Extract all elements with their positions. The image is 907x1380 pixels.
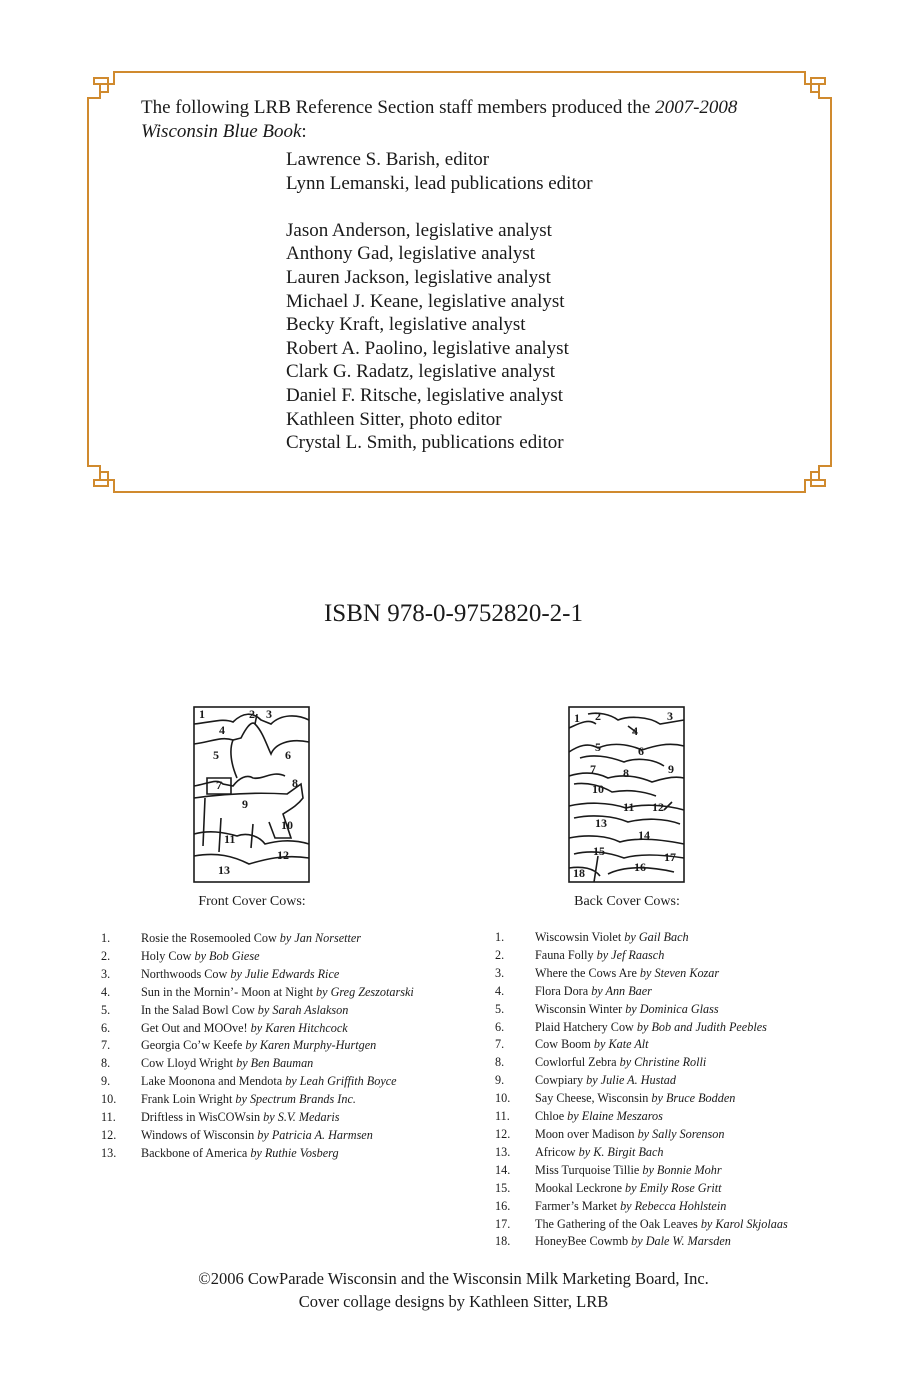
artist-credit: by Christine Rolli [619,1055,707,1070]
list-item [101,984,414,1002]
artwork-title: Say Cheese, Wisconsin [535,1091,649,1106]
artwork-title: Windows of Wisconsin [141,1127,255,1142]
diagram-number: 7 [590,762,596,776]
diagram-number: 11 [623,800,635,814]
artwork-title: Miss Turquoise Tillie [535,1162,640,1177]
staff-member: Becky Kraft, legislative analyst [286,314,526,336]
artist-credit: by Kate Alt [593,1037,649,1052]
list-number: 9. [101,1074,111,1089]
list-item [101,1055,414,1073]
front-cover-diagram [193,706,310,883]
diagram-number: 9 [668,762,674,776]
artwork-title: Plaid Hatchery Cow [535,1019,634,1034]
artwork-title: Cowpiary [535,1073,584,1088]
staff-member: Michael J. Keane, legislative analyst [286,290,565,312]
staff-list [286,148,593,455]
isbn: ISBN 978-0-9752820-2-1 [323,600,583,627]
list-item [495,1162,788,1180]
list-item [495,947,788,965]
diagram-number: 18 [573,866,585,880]
artist-credit: by K. Birgit Bach [578,1144,664,1159]
artwork-title: Driftless in WisCOWsin [141,1110,261,1125]
diagram-number: 10 [592,782,604,796]
artist-credit: by Elaine Meszaros [567,1109,663,1124]
list-item [495,1144,788,1162]
list-number: 4. [101,984,111,999]
staff-member: Robert A. Paolino, legislative analyst [286,337,569,359]
list-item [101,1073,414,1091]
list-number: 6. [495,1019,505,1034]
diagram-number: 1 [199,707,205,721]
list-item [495,929,788,947]
staff-member: Anthony Gad, legislative analyst [286,243,536,265]
diagram-number: 6 [285,748,291,762]
artwork-title: Holy Cow [141,948,192,963]
diagram-number: 2 [249,707,255,721]
diagram-number: 16 [634,860,646,874]
artist-credit: by Jef Raasch [596,947,665,962]
artist-credit: by Gail Bach [624,930,689,944]
list-item [495,1090,788,1108]
artist-credit: by Patricia A. Harmsen [257,1127,373,1142]
artwork-title: Wiscowsin Violet [535,930,622,944]
artwork-title: Cow Boom [535,1037,591,1052]
artwork-title: Wisconsin Winter [535,1001,623,1016]
intro-text: The following LRB Reference Section staff members produced the [141,97,651,118]
staff-lead: Lawrence S. Barish, editor [286,149,490,170]
back-diagram-labels [568,706,685,883]
diagram-number: 15 [593,844,605,858]
list-item [495,1198,788,1216]
artist-credit: by Ruthie Vosberg [250,1145,339,1160]
diagram-number: 3 [667,709,673,723]
list-item [101,948,414,966]
artist-credit: by Julie A. Hustad [586,1073,676,1088]
artwork-title: In the Salad Bowl Cow [141,1002,255,1017]
artwork-title: Sun in the Mornin’- Moon at Night [141,984,313,999]
list-item [495,1216,788,1234]
artist-credit: by Bob Giese [194,948,260,963]
artwork-title: Mookal Leckrone [535,1180,622,1195]
list-item [495,1019,788,1037]
diagram-number: 5 [595,740,601,754]
artwork-title: Get Out and MOOve! [141,1020,248,1035]
list-number: 13. [101,1145,117,1160]
diagram-number: 7 [216,778,222,792]
artwork-title: Chloe [535,1109,565,1124]
artist-credit: by Steven Kozar [639,965,720,980]
intro-year: 2007-2008 [655,97,738,118]
list-number: 18. [495,1234,511,1249]
artist-credit: by Ann Baer [591,983,652,998]
staff-member: Daniel F. Ritsche, legislative analyst [286,384,564,406]
artist-credit: by Rebecca Hohlstein [620,1198,727,1213]
list-number: 2. [495,947,505,962]
artist-credit: by Ben Bauman [236,1056,314,1071]
intro-paragraph [141,96,801,144]
intro-book-title: Wisconsin Blue Book [141,121,302,142]
list-number: 17. [495,1216,511,1231]
artwork-title: The Gathering of the Oak Leaves [535,1216,698,1231]
diagram-number: 2 [595,709,601,723]
artist-credit: by Julie Edwards Rice [230,966,340,981]
diagram-number: 1 [574,711,580,725]
list-number: 12. [101,1127,117,1142]
list-number: 11. [495,1109,510,1124]
artist-credit: by Sally Sorenson [637,1126,725,1141]
diagram-number: 12 [652,800,664,814]
list-item [101,1002,414,1020]
copyright-line: ©2006 CowParade Wisconsin and the Wisconsin Milk Marketing Board, Inc. [198,1269,709,1288]
artwork-title: Fauna Folly [535,947,594,962]
diagram-number: 6 [638,744,644,758]
list-number: 1. [495,930,505,944]
list-number: 10. [495,1091,511,1106]
back-cover-diagram [568,706,685,883]
diagram-number: 8 [292,776,298,790]
list-item [495,965,788,983]
list-number: 8. [495,1055,505,1070]
front-cover-caption: Front Cover Cows: [198,894,306,909]
artwork-title: Africow [535,1144,576,1159]
diagram-number: 13 [595,816,607,830]
list-number: 11. [101,1110,116,1125]
artwork-title: Lake Moonona and Mendota [141,1074,283,1089]
list-item [101,966,414,984]
list-item [495,983,788,1001]
list-item [101,1109,414,1127]
list-item [495,1180,788,1198]
list-number: 7. [495,1037,505,1052]
back-cover-list [495,929,788,1251]
list-number: 5. [495,1001,505,1016]
list-number: 14. [495,1162,511,1177]
diagram-number: 14 [638,828,650,842]
artist-credit: by Karol Skjolaas [700,1216,788,1231]
artist-credit: by Spectrum Brands Inc. [235,1092,356,1107]
list-number: 16. [495,1198,511,1213]
staff-lead: Lynn Lemanski, lead publications editor [286,172,593,194]
diagram-number: 4 [219,723,225,737]
list-number: 12. [495,1126,511,1141]
list-item [101,1037,414,1055]
intro-colon: : [301,121,307,142]
credit-line: Cover collage designs by Kathleen Sitter, LRB [298,1292,609,1311]
staff-member: Clark G. Radatz, legislative analyst [286,361,556,383]
diagram-number: 3 [266,707,272,721]
artist-credit: by Emily Rose Gritt [625,1180,722,1195]
artwork-title: Cow Lloyd Wright [141,1056,234,1071]
artwork-title: Cowlorful Zebra [535,1055,617,1070]
list-item [495,1054,788,1072]
list-number: 6. [101,1020,111,1035]
artist-credit: by Dale W. Marsden [631,1234,731,1249]
artwork-title: Rosie the Rosemooled Cow [141,931,277,945]
list-number: 5. [101,1002,111,1017]
artist-credit: by Sarah Aslakson [257,1002,349,1017]
artwork-title: Where the Cows Are [535,965,637,980]
diagram-number: 5 [213,748,219,762]
list-number: 15. [495,1180,511,1195]
artwork-title: Flora Dora [535,983,589,998]
list-number: 13. [495,1144,511,1159]
artist-credit: by Jan Norsetter [279,931,362,945]
list-item [495,1126,788,1144]
artwork-title: Georgia Co’w Keefe [141,1038,243,1053]
artwork-title: Moon over Madison [535,1126,635,1141]
artist-credit: by Bruce Bodden [651,1091,736,1106]
list-item [101,1145,414,1163]
list-item [495,1036,788,1054]
artwork-title: Frank Loin Wright [141,1092,233,1107]
list-number: 8. [101,1056,111,1071]
list-number: 1. [101,931,111,945]
diagram-number: 8 [623,766,629,780]
artwork-title: Backbone of America [141,1145,248,1160]
front-diagram-labels [193,706,310,883]
list-item [101,1127,414,1145]
list-item [101,1020,414,1038]
artist-credit: by Bob and Judith Peebles [636,1019,767,1034]
artwork-title: Northwoods Cow [141,966,228,981]
artwork-title: HoneyBee Cowmb [535,1234,629,1249]
list-number: 9. [495,1073,505,1088]
staff-member: Crystal L. Smith, publications editor [286,432,564,454]
artist-credit: by Leah Griffith Boyce [285,1074,397,1089]
artist-credit: by Greg Zeszotarski [316,984,414,999]
diagram-number: 4 [632,724,638,738]
artist-credit: by Dominica Glass [625,1001,719,1016]
diagram-number: 9 [242,797,248,811]
staff-member: Lauren Jackson, legislative analyst [286,266,551,288]
artist-credit: by Bonnie Mohr [642,1162,722,1177]
copyright-footer [0,1267,907,1313]
artwork-title: Farmer’s Market [535,1198,618,1213]
diagram-number: 17 [664,850,676,864]
list-item [101,930,414,948]
artist-credit: by S.V. Medaris [263,1110,340,1125]
back-cover-caption: Back Cover Cows: [574,894,680,909]
staff-member: Jason Anderson, legislative analyst [286,219,552,241]
list-item [101,1091,414,1109]
list-item [495,1001,788,1019]
staff-member: Kathleen Sitter, photo editor [286,408,502,430]
list-item [495,1108,788,1126]
artist-credit: by Karen Murphy-Hurtgen [245,1038,377,1053]
list-item [495,1072,788,1090]
front-cover-list [101,930,414,1163]
artist-credit: by Karen Hitchcock [250,1020,348,1035]
list-number: 7. [101,1038,111,1053]
diagram-number: 13 [218,863,230,877]
list-number: 3. [101,966,111,981]
diagram-number: 12 [277,848,289,862]
list-number: 4. [495,983,505,998]
list-number: 10. [101,1092,117,1107]
diagram-number: 11 [224,832,236,846]
list-number: 3. [495,965,505,980]
list-item [495,1233,788,1251]
diagram-number: 10 [281,818,293,832]
list-number: 2. [101,948,111,963]
